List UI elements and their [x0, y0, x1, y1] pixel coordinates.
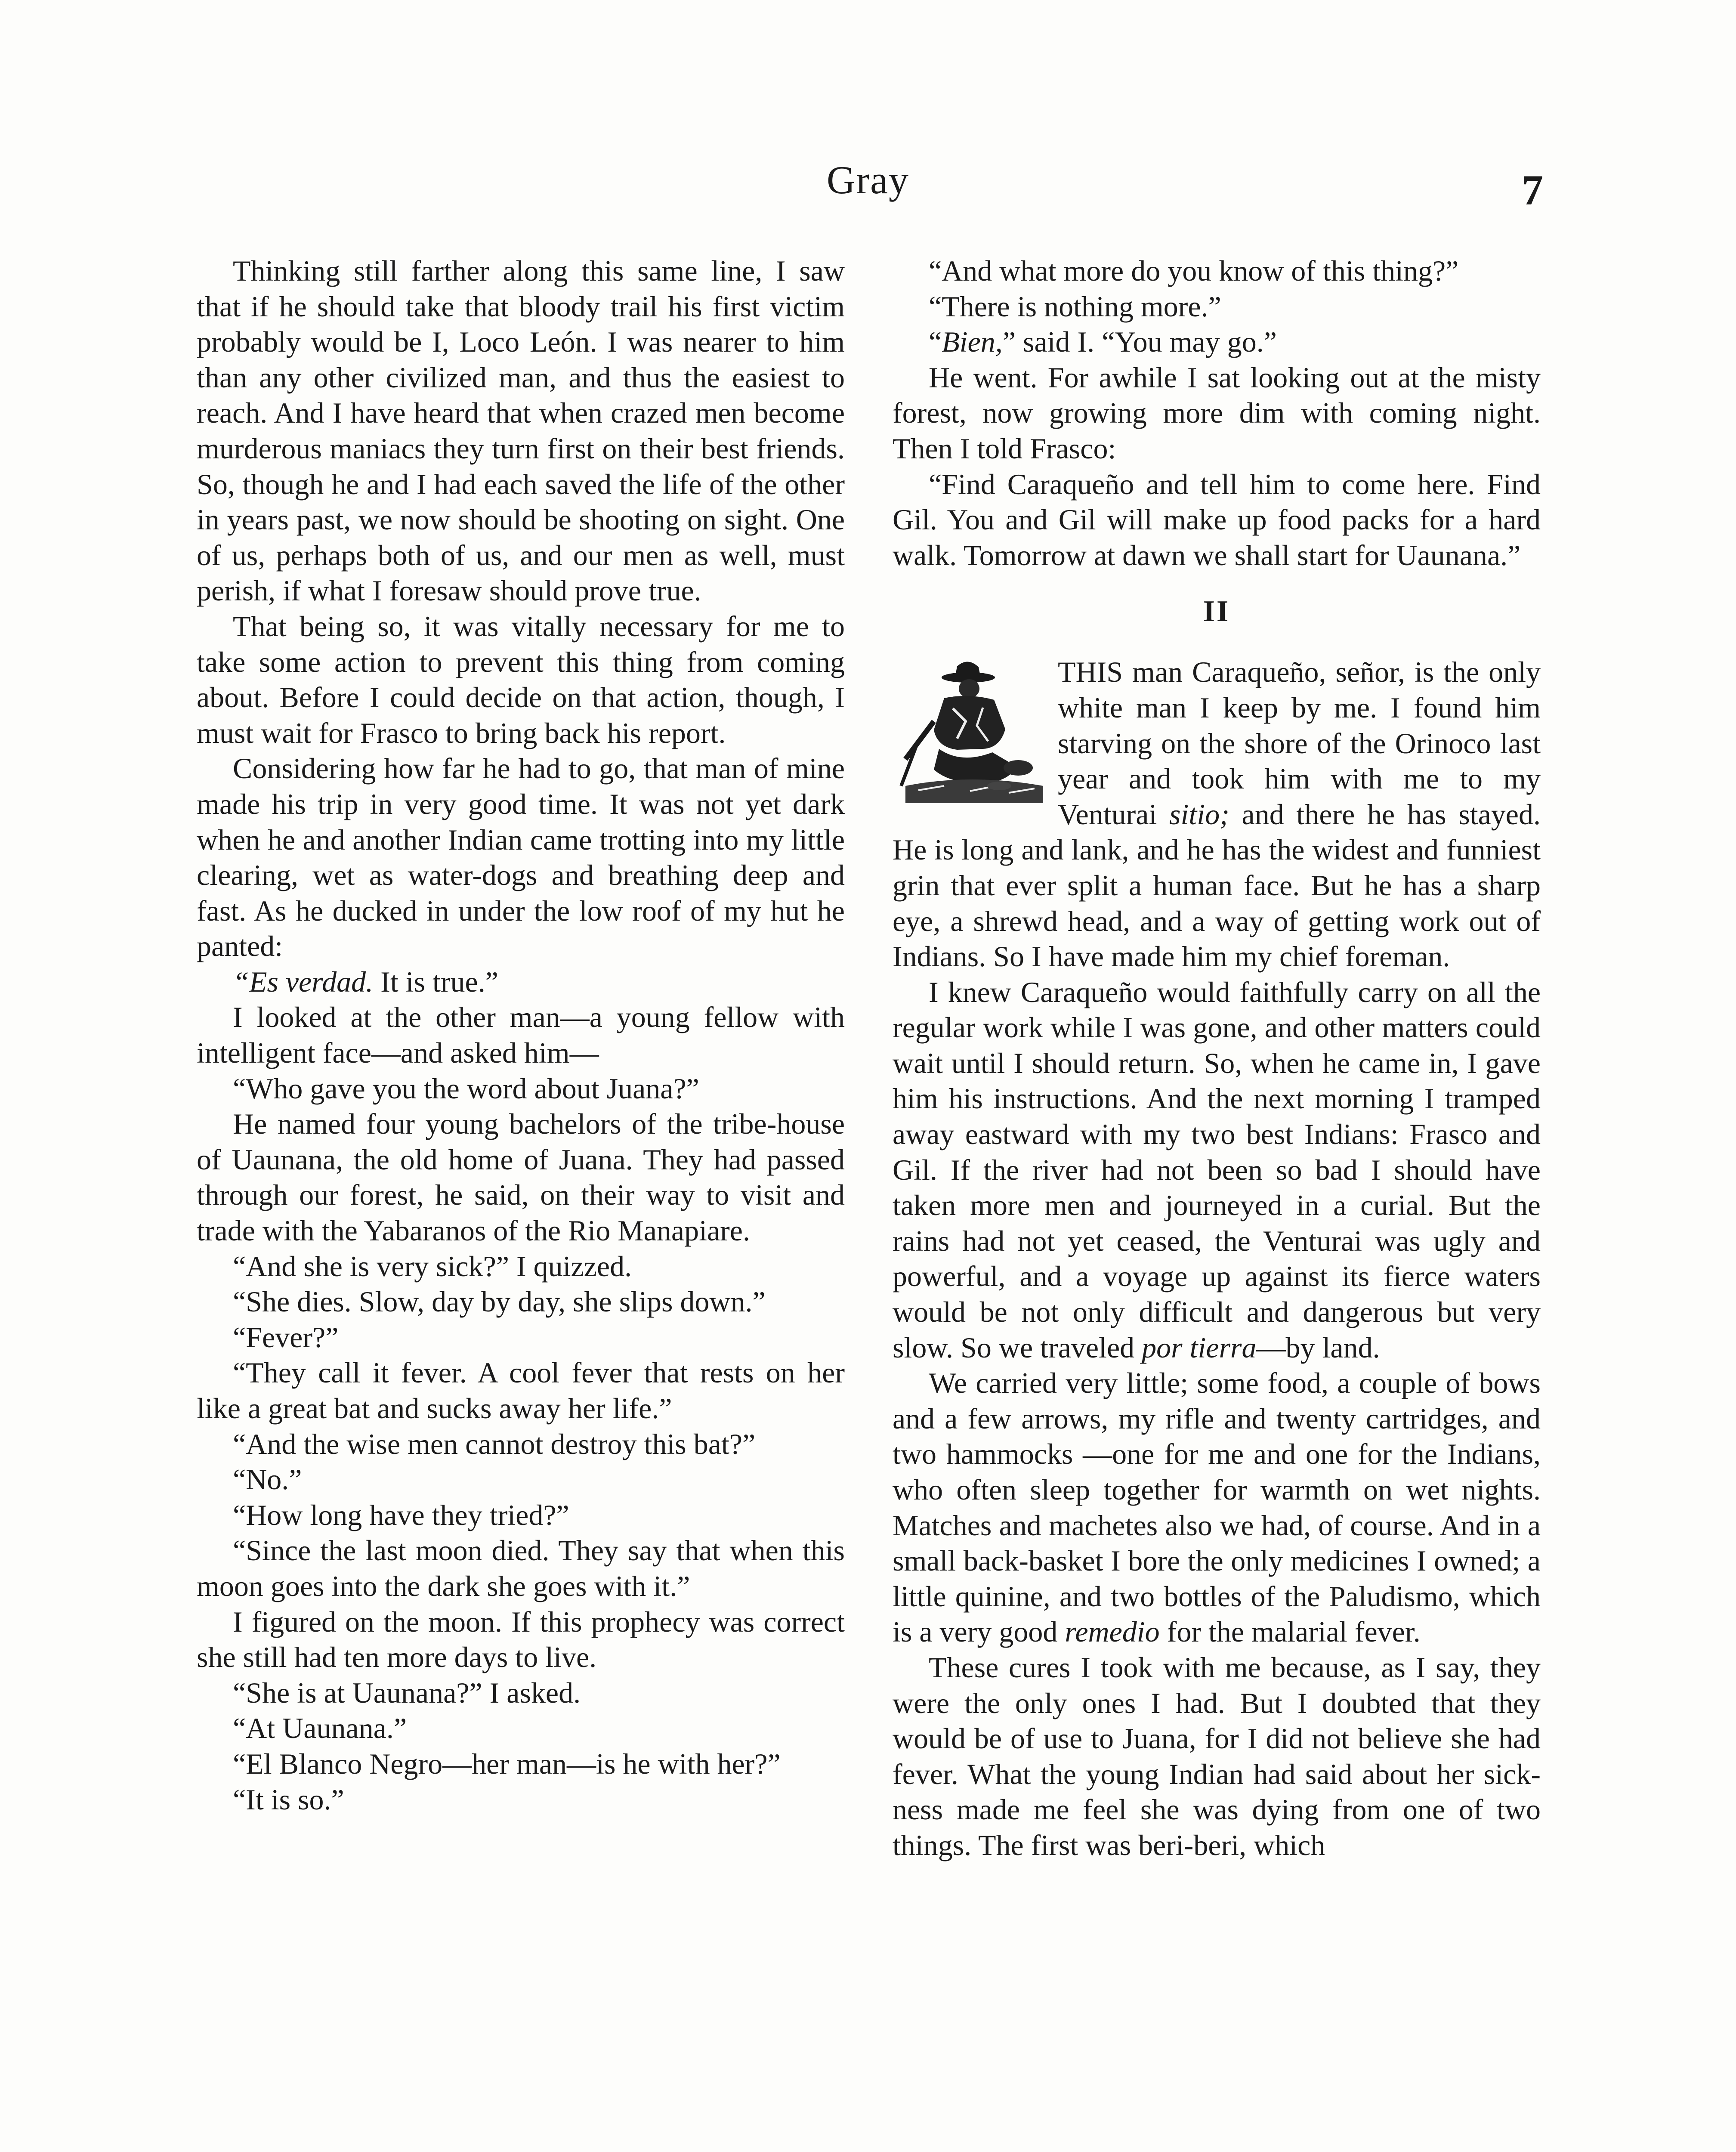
paragraph-text: “: [929, 325, 942, 359]
running-header-title: Gray: [827, 158, 909, 202]
paragraph: Considering how far he had to go, that man of mine made his trip in very good time. It was not yet dark when he and another Indian came trotting into my little clearing, wet as water-dogs and breathing deep and fast. As he ducked in under the low roof of my hut he panted:: [197, 752, 845, 963]
paragraph-text: ” said I. “You may go.”: [1002, 325, 1277, 359]
italic-phrase: “Es verdad.: [233, 965, 374, 998]
seated-figure-illustration: [893, 657, 1047, 803]
paragraph: “She dies. Slow, day by day, she slips down.”: [233, 1285, 766, 1318]
paragraph: [893, 324, 1541, 360]
paragraph-text: I knew Caraqueño would faithfully carry on all the regular work while I was gone, and other matters could wait until I should return. So, when he came in, I gave him his instructions. And the next morning I tramped away eastward with my two best Indians: Frasco and Gil. If the river had not been so bad I should have taken more men and journeyed in a curial. But the rains had not yet ceased, the Venturai was ugly and powerful, and a voyage up against its fierce waters would be not only difficult and dangerous but very slow. So we traveled: [893, 975, 1541, 1364]
paragraph-text: THIS man Caraqueño, señor, is the only white man I keep by me. I found him starving on the shore of the Orinoco last year and took him with me to my Venturai: [1058, 655, 1541, 831]
italic-phrase: Bien,: [942, 325, 1003, 359]
paragraph-text: We carried very little; some food, a couple of bows and a few arrows, my rifle and twenty cartridges, and two hammocks —one for me and one for the Indians, who often sleep together for warmth on wet nights. Matches and machetes also we had, of course. And in a small back-basket I bore the only medicines I owned; a little quinine, and two bottles of the Paludismo, which is a very good: [893, 1367, 1541, 1648]
section-heading: II: [1203, 595, 1230, 628]
italic-phrase: remedio: [1065, 1615, 1160, 1648]
paragraph-text: —by land.: [1256, 1331, 1380, 1364]
paragraph: These cures I took with me because, as I say, they were the only ones I had. But I doubted that they would be of use to Juana, for I did not believe she had fever. What the young Indian had said about her sickness made me feel she was dying from one of two things. The first was beri-beri, which: [893, 1651, 1541, 1861]
paragraph: “Fever?”: [233, 1320, 339, 1354]
paragraph: [893, 1365, 1541, 1650]
paragraph: “El Blanco Negro—her man—is he with her?”: [233, 1747, 781, 1780]
paragraph: [197, 964, 845, 1000]
paragraph: Thinking still farther along this same line, I saw that if he should take that bloody trail his first victim probably would be I, Loco León. I was nearer to him than any other civilized man, and thus the easiest to reach. And I have heard that when crazed men become murderous maniacs they turn first on their best friends. So, though he and I had each saved the life of the other in years past, we now should be shooting on sight. One of us, perhaps both of us, and our men as well, must perish, if what I foresaw should prove true.: [197, 254, 845, 607]
italic-phrase: sitio;: [1169, 798, 1229, 831]
paragraph: “There is nothing more.”: [929, 290, 1221, 323]
paragraph-text: for the malarial fever.: [1159, 1615, 1421, 1648]
illustrated-paragraph: [893, 654, 1541, 974]
paragraph: “And she is very sick?” I quizzed.: [233, 1249, 632, 1283]
paragraph: I figured on the moon. If this prophecy was correct she still had ten more days to live.: [197, 1605, 845, 1674]
paragraph: “Find Caraqueño and tell him to come here. Find Gil. You and Gil will make up food packs for a hard walk. Tomorrow at dawn we shall start for Uaunana.”: [893, 467, 1541, 572]
italic-phrase: por tierra: [1142, 1331, 1257, 1364]
paragraph: “At Uaunana.”: [233, 1712, 407, 1745]
paragraph: That being so, it was vitally necessary for me to take some action to prevent this thing from coming about. Before I could decide on that action, though, I must wait for Frasco to bring back his report.: [197, 609, 845, 749]
paragraph: “She is at Uaunana?” I asked.: [233, 1676, 581, 1709]
paragraph: “How long have they tried?”: [233, 1498, 569, 1531]
paragraph: “Since the last moon died. They say that when this moon goes into the dark she goes with it.”: [197, 1534, 845, 1602]
paragraph: He named four young bachelors of the tribe-house of Uaunana, the old home of Juana. They had passed through our forest, he said, on their way to visit and trade with the Yabaranos of the Rio Manapiare.: [197, 1107, 845, 1247]
paragraph: [893, 974, 1541, 1366]
paragraph: “They call it fever. A cool fever that rests on her like a great bat and sucks away her life.”: [197, 1356, 845, 1425]
paragraph: “And what more do you know of this thing?”: [929, 254, 1459, 287]
paragraph: I looked at the other man—a young fellow with intelligent face—and asked him—: [197, 1001, 845, 1070]
paragraph: “And the wise men cannot destroy this bat?”: [233, 1427, 756, 1460]
paragraph: “No.”: [233, 1463, 302, 1496]
paragraph: He went. For awhile I sat looking out at the misty forest, now growing more dim with coming night. Then I told Frasco:: [893, 361, 1541, 465]
paragraph: “Who gave you the word about Juana?”: [233, 1072, 699, 1105]
paragraph-text: and there he has stayed. He is long and lank, and he has the widest and funniest grin that ever split a human face. But he has a sharp eye, a shrewd head, and a way of getting work out of Indians. So I have made him my chief foreman.: [893, 798, 1541, 973]
page-number: 7: [1522, 166, 1543, 214]
paragraph: “It is so.”: [233, 1783, 344, 1816]
paragraph-text: It is true.”: [373, 965, 498, 998]
right-column: [893, 253, 1541, 1863]
left-column: [197, 253, 845, 1817]
